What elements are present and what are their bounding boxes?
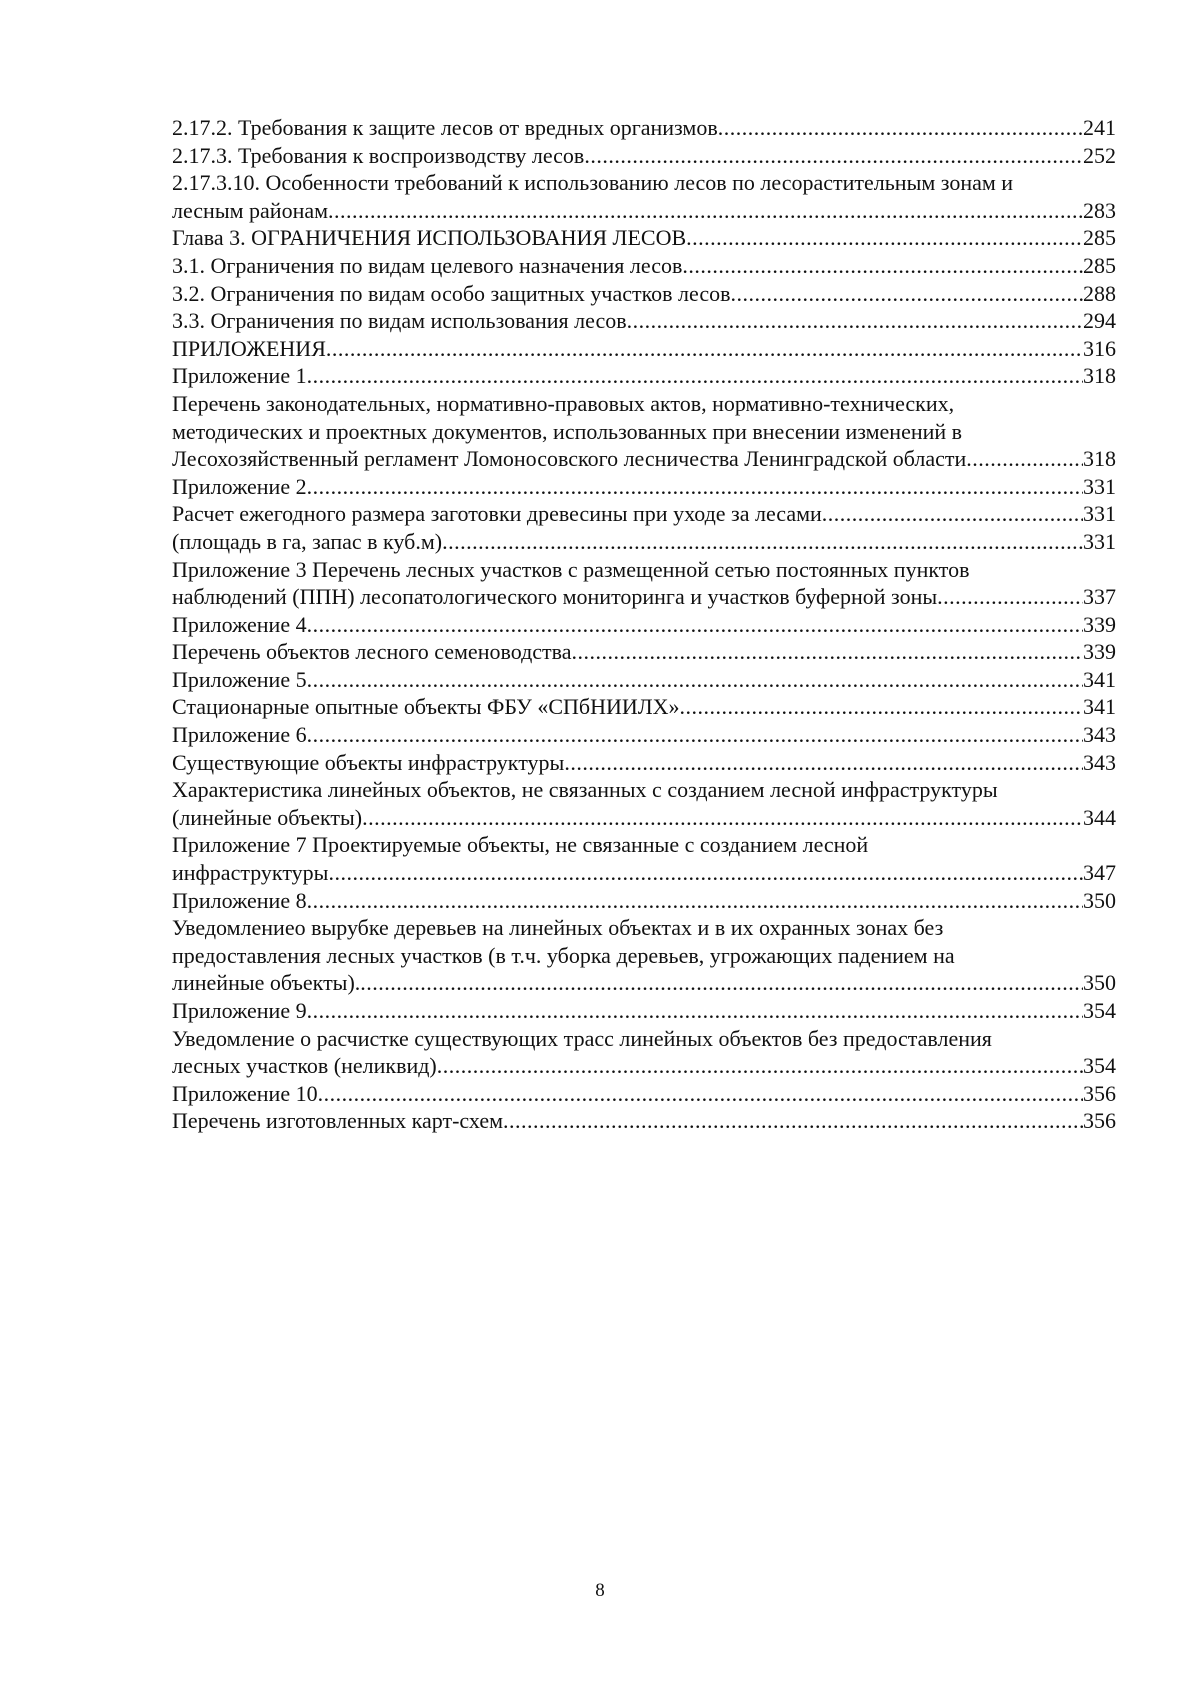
dot-leader: [307, 666, 1083, 694]
dot-leader: [307, 611, 1083, 639]
toc-entry[interactable]: [172, 500, 1116, 528]
toc-entry-page-number: 337: [1083, 584, 1116, 610]
dot-leader: [627, 307, 1083, 335]
toc-entry[interactable]: [172, 969, 1116, 997]
toc-entry[interactable]: [172, 224, 1116, 252]
toc-entry[interactable]: [172, 252, 1116, 280]
toc-entry-title: лесным районам: [172, 197, 329, 223]
toc-entry-page-number: 331: [1083, 473, 1116, 499]
dot-leader: [307, 887, 1083, 915]
toc-entry-page-number: 343: [1083, 749, 1116, 775]
dot-leader: [718, 114, 1083, 142]
toc-entry-title: 2.17.3.10. Особенности требований к использованию лесов по лесорастительным зонам и: [172, 170, 1014, 196]
toc-entry[interactable]: [172, 638, 1116, 666]
toc-entry-page-number: 344: [1083, 804, 1116, 830]
toc-entry-title: Уведомлениео вырубке деревьев на линейных объектах и в их охранных зонах без: [172, 915, 944, 941]
toc-entry-page-number: 318: [1083, 363, 1116, 389]
toc-entry[interactable]: [172, 804, 1116, 832]
toc-entry-page-number: 356: [1083, 1080, 1116, 1106]
toc-entry-title: лесных участков (неликвид): [172, 1053, 437, 1079]
toc-entry-title: 3.2. Ограничения по видам особо защитных участков лесов: [172, 280, 731, 306]
toc-entry-page-number: 294: [1083, 308, 1116, 334]
toc-entry[interactable]: [172, 473, 1116, 501]
dot-leader: [682, 252, 1083, 280]
toc-entry[interactable]: [172, 1052, 1116, 1080]
toc-entry[interactable]: [172, 1107, 1116, 1135]
dot-leader: [307, 721, 1083, 749]
toc-entry-title: (линейные объекты): [172, 804, 363, 830]
toc-entry-title: 3.1. Ограничения по видам целевого назначения лесов: [172, 252, 683, 278]
dot-leader: [937, 583, 1083, 611]
toc-entry-title: методических и проектных документов, использованных при внесении изменений в: [172, 418, 963, 444]
toc-entry-title: 2.17.2. Требования к защите лесов от вредных организмов: [172, 115, 718, 140]
toc-entry-title: Существующие объекты инфраструктуры: [172, 749, 565, 775]
toc-entry[interactable]: [172, 611, 1116, 639]
toc-entry-title: Приложение 9: [172, 998, 307, 1023]
toc-entry[interactable]: [172, 307, 1116, 335]
dot-leader: [564, 749, 1083, 777]
toc-entry[interactable]: [172, 749, 1116, 777]
toc-entry[interactable]: [172, 197, 1116, 225]
toc-entry-title: Приложение 1: [172, 363, 307, 389]
toc-entry-title: Характеристика линейных объектов, не связанных с созданием лесной инфраструктуры: [172, 777, 998, 803]
toc-entry-title: Приложение 4: [172, 611, 307, 637]
dot-leader: [680, 693, 1083, 721]
toc-entry-page-number: 356: [1083, 1108, 1116, 1134]
toc-entry[interactable]: [172, 280, 1116, 308]
dot-leader: [318, 1080, 1083, 1108]
dot-leader: [966, 445, 1083, 473]
dot-leader: [328, 859, 1083, 887]
dot-leader: [584, 142, 1083, 170]
toc-entry[interactable]: [172, 445, 1116, 473]
toc-entry[interactable]: [172, 693, 1116, 721]
toc-entry-title: ПРИЛОЖЕНИЯ: [172, 335, 326, 361]
toc-entry-title: Приложение 5: [172, 666, 307, 692]
table-of-contents: [172, 114, 1116, 1135]
toc-entry[interactable]: [172, 418, 1116, 446]
toc-entry-page-number: 285: [1083, 252, 1116, 278]
page-number: 8: [595, 1580, 605, 1601]
toc-entry-page-number: 252: [1083, 142, 1116, 168]
toc-entry[interactable]: [172, 169, 1116, 197]
toc-entry-title: Приложение 10: [172, 1080, 318, 1106]
toc-entry[interactable]: [172, 831, 1116, 859]
toc-entry-title: (площадь в га, запас в куб.м): [172, 528, 443, 554]
toc-entry-title: 3.3. Ограничения по видам использования лесов: [172, 308, 627, 334]
toc-entry-page-number: 341: [1083, 666, 1116, 692]
toc-entry[interactable]: [172, 556, 1116, 584]
toc-entry-page-number: 354: [1083, 998, 1116, 1023]
dot-leader: [360, 969, 1083, 997]
toc-entry-page-number: 347: [1083, 860, 1116, 886]
toc-entry-page-number: 288: [1083, 280, 1116, 306]
toc-entry-page-number: 354: [1083, 1053, 1116, 1079]
toc-entry-page-number: 331: [1083, 501, 1116, 527]
toc-entry-title: инфраструктуры: [172, 860, 329, 886]
toc-entry-title: Приложение 7 Проектируемые объекты, не связанные с созданием лесной: [172, 832, 869, 858]
toc-entry-title: Перечень законодательных, нормативно-правовых актов, нормативно-технических,: [172, 390, 955, 416]
toc-entry-page-number: 341: [1083, 694, 1116, 720]
toc-entry[interactable]: [172, 583, 1116, 611]
toc-entry-title: Уведомление о расчистке существующих трасс линейных объектов без предоставления: [172, 1025, 992, 1051]
dot-leader: [437, 1052, 1083, 1080]
toc-entry[interactable]: [172, 859, 1116, 887]
toc-entry-title: 2.17.3. Требования к воспроизводству лесов: [172, 142, 585, 168]
toc-entry-page-number: 241: [1083, 115, 1116, 140]
toc-entry[interactable]: [172, 1025, 1116, 1053]
toc-entry-title: Приложение 8: [172, 887, 307, 913]
toc-entry-page-number: 283: [1083, 197, 1116, 223]
toc-entry[interactable]: [172, 914, 1116, 942]
dot-leader: [572, 638, 1083, 666]
toc-entry-page-number: 350: [1083, 887, 1116, 913]
toc-entry-page-number: 350: [1083, 970, 1116, 996]
dot-leader: [822, 500, 1083, 528]
dot-leader: [442, 528, 1083, 556]
dot-leader: [731, 280, 1084, 308]
toc-entry-page-number: 285: [1083, 225, 1116, 251]
toc-entry[interactable]: [172, 721, 1116, 749]
toc-entry[interactable]: [172, 528, 1116, 556]
dot-leader: [686, 224, 1083, 252]
toc-entry-title: предоставления лесных участков (в т.ч. уборка деревьев, угрожающих падением на: [172, 942, 955, 968]
toc-entry-title: Приложение 2: [172, 473, 307, 499]
toc-entry[interactable]: [172, 142, 1116, 170]
toc-entry-title: Расчет ежегодного размера заготовки древесины при уходе за лесами: [172, 501, 822, 527]
toc-entry-page-number: 316: [1083, 335, 1116, 361]
toc-entry-title: Глава 3. ОГРАНИЧЕНИЯ ИСПОЛЬЗОВАНИЯ ЛЕСОВ: [172, 225, 687, 251]
dot-leader: [328, 197, 1083, 225]
toc-entry-title: Стационарные опытные объекты ФБУ «СПбНИИЛХ»: [172, 694, 680, 720]
toc-entry[interactable]: [172, 776, 1116, 804]
toc-entry[interactable]: [172, 390, 1116, 418]
toc-entry-title: Перечень объектов лесного семеноводства: [172, 639, 572, 665]
dot-leader: [503, 1107, 1083, 1135]
toc-entry-page-number: 331: [1083, 528, 1116, 554]
toc-entry-page-number: 343: [1083, 722, 1116, 748]
toc-entry-page-number: 339: [1083, 639, 1116, 665]
toc-entry[interactable]: [172, 997, 1116, 1025]
toc-entry[interactable]: [172, 666, 1116, 694]
dot-leader: [362, 804, 1083, 832]
toc-entry[interactable]: [172, 362, 1116, 390]
toc-entry[interactable]: [172, 335, 1116, 363]
dot-leader: [307, 997, 1083, 1025]
toc-entry[interactable]: [172, 1080, 1116, 1108]
toc-entry-title: Перечень изготовленных карт-схем: [172, 1108, 504, 1134]
toc-entry[interactable]: [172, 114, 1116, 142]
toc-entry[interactable]: [172, 942, 1116, 970]
dot-leader: [307, 473, 1083, 501]
toc-entry-page-number: 339: [1083, 611, 1116, 637]
toc-entry-title: Приложение 3 Перечень лесных участков с размещенной сетью постоянных пунктов: [172, 556, 970, 582]
toc-entry-title: наблюдений (ППН) лесопатологического мониторинга и участков буферной зоны: [172, 584, 938, 610]
toc-entry[interactable]: [172, 887, 1116, 915]
toc-entry-title: Лесохозяйственный регламент Ломоносовского лесничества Ленинградской области: [172, 446, 967, 472]
dot-leader: [307, 362, 1083, 390]
toc-entry-page-number: 318: [1083, 446, 1116, 472]
dot-leader: [326, 335, 1083, 363]
toc-entry-title: линейные объекты).: [172, 970, 361, 996]
toc-entry-title: Приложение 6: [172, 722, 307, 748]
